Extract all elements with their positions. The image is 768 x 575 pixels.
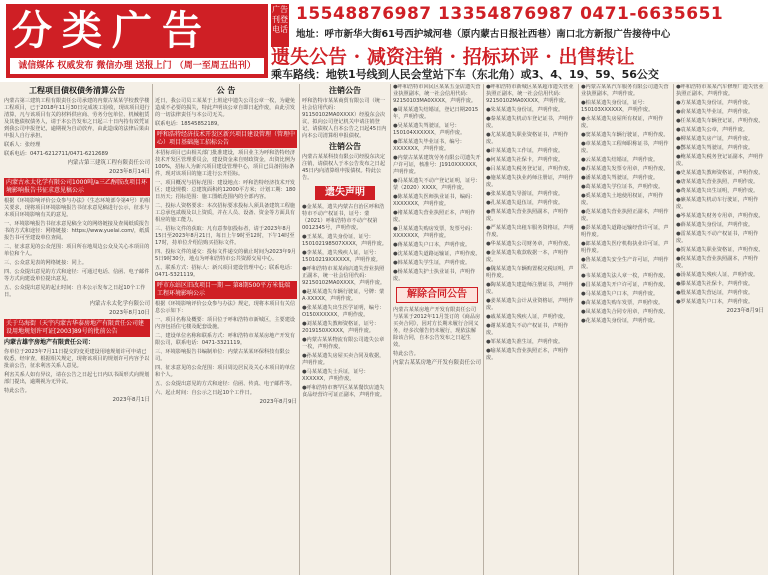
lost-notice-item: ●曹某某遗失营业执照副本，声明作废。	[486, 209, 569, 222]
notice-text: 一、项目概况与招标范围：建设地点：呼和浩特经济技术开发区；建设规模：总建筑面积约12000平方米；计划工期：180日历天；招标范围：施工图纸范围内的全部内容。	[155, 180, 296, 200]
notice-text: 根据《环境影响评价公众参与办法》（生态环境部令第4号）的相关要求，现将项目环境影响报告书征求意见稿进行公示，征求与本项目环境影响有关的意见。	[4, 198, 150, 218]
column-divider	[673, 84, 674, 575]
lost-notice-item: ●史某某遗失教师资格证，声明作废。	[676, 170, 764, 176]
lost-notice-item: ●方某某遗失身份证，声明作废。	[676, 100, 754, 106]
lost-notice-item: ●呼和浩特市某某商店遗失营业执照正副本，统一社会信用代码：92150102MA0XXXX，声明作废。	[302, 266, 386, 286]
notice-banner: 内蒙古永太化学有限公司1000吨/a三乙醇胺改项目环境影响报告书征求意见稿公示	[4, 178, 150, 196]
lost-notice-item: ●葛某某遗失学位证书，声明作废。	[581, 184, 664, 190]
lost-notice-item: ●潘某某遗失驾驶证，声明作废。	[581, 175, 659, 181]
lost-notice-item: ●何某某遗失社保卡，声明作废。	[486, 157, 564, 163]
lost-notice-item: ●雷某某遗失不动产权证书，声明作废。	[676, 231, 759, 244]
notice-title: 工程项目债权债务清算公告	[29, 86, 125, 95]
notice-date: 2023年8月9日	[259, 399, 297, 405]
notice-text: 三、公众意见表的网络链接：同上。	[4, 260, 88, 266]
contract-section-label: 解除合同公告	[396, 287, 478, 303]
column-divider	[152, 84, 153, 575]
column-divider	[578, 84, 579, 575]
lost-notice-item: ●许某某遗失工作证，声明作废。	[486, 148, 564, 154]
lost-notice-item: ●蒋某某遗失户口本，声明作废。	[393, 242, 471, 248]
notice-text: 你单位于2023年7月11日提交的变更建设用地规划许可申请已收悉，经审查，根据相关规定，现将该项目的规划许可内容予以批前公告，征求利害关系人意见。	[4, 349, 150, 369]
notice-text: 五、公众提出意见的方式和途径：信函、传真、电子邮件等。	[155, 381, 296, 387]
notice-text: 四、征求意见的公众范围：项目周边居民及关心本项目的单位和个人。	[155, 365, 296, 378]
notice-signature: 内蒙古某某房地产开发有限责任公司	[393, 360, 481, 366]
lost-notice-item: ●鲁某某遗失安全生产许可证，声明作废。	[581, 257, 669, 270]
lost-notice-item: ●金某某，遗失内蒙古自治区呼和浩特市不动产权证书，证号：蒙（2021）呼和浩特市不动产权第0012345号，声明作废。	[302, 204, 385, 231]
lost-notice-item: ●陶某某遗失建造师注册证书，声明作废。	[486, 282, 574, 295]
lost-notice-item: ●华某某遗失公司财务章，声明作废。	[486, 241, 574, 247]
lost-notice-item: ●俞某某遗失毕业证，声明作废。	[676, 109, 754, 115]
notice-text: 特此公告。	[4, 388, 30, 394]
lost-notice-item: ●卫某某遗失购房发票，发票号码：XXXXXXX，声明作废。	[393, 226, 476, 239]
lost-notice-item: ●柳某某遗失房产证，声明作废。	[676, 136, 754, 142]
lost-notice-item: ●柏某某遗失身份证，证号：150103XXXXXX，声明作废。	[581, 100, 654, 113]
notice-signature: 内蒙古第三建筑工程有限责任公司	[67, 160, 150, 166]
lost-notice-section-header	[302, 186, 388, 200]
notice-text: 联系电话：0471-6212711/0471-6212689	[4, 151, 109, 157]
lost-notice-item: ●吴某某遗失驾驶证，证号：150104XXXXXX，声明作废。	[393, 123, 466, 136]
lost-notice-item: ●严某某遗失出租车服务资格证，声明作废。	[486, 225, 574, 238]
lost-notice-item: ●酆某某遗失驾驶证，声明作废。	[676, 145, 754, 151]
lost-notice-item: ●贺某某遗失职业资格证，声明作废。	[676, 247, 764, 253]
lost-notice-item: ●范某某遗失营业执照正副本，声明作废。	[581, 209, 669, 222]
lost-notice-item: ●窦某某遗失车辆行驶证，声明作废。	[581, 132, 669, 138]
lost-notice-item: ●章某某遗失工程师职称证书，声明作废。	[581, 141, 669, 154]
lost-notice-item: ●呼和浩特市回民区某某五金店遗失营业执照副本，统一社会信用代码：92150103MA0XXXX，声明作废。	[393, 84, 481, 104]
lost-notice-item: ●昌某某遗失开户许可证，声明作废。	[581, 282, 669, 288]
lost-notice-item: ●韩某某遗失学生证，声明作废。	[393, 260, 471, 266]
notice-text: 一、环境影响报告书征求意见稿全文的网络链接及查阅纸质报告书的方式和途径：网络链接：https://www.yuelai.com/，纸质报告书可至建设单位查阅。	[4, 221, 150, 241]
notice-text: 二、投标人资格要求：本次招标要求投标人须具备建筑工程施工总承包贰级及以上资质，并在人员、设备、资金等方面具有相应的施工能力。	[155, 203, 296, 223]
lost-notice-item: ●马某某遗失士兵证，证号：XXXXXX，声明作废。	[302, 369, 369, 382]
notice-title: 注销公告	[329, 86, 361, 95]
notice-text: 五、公众提出意见的起止时间：自本公示发布之日起10个工作日。	[4, 285, 146, 298]
notice-date: 2023年8月10日	[109, 310, 150, 316]
notice-text: 五、联系方式：招标人：新兴项目建设管理中心；联系电话：0471-5321119。	[155, 265, 296, 278]
lost-notice-item: ●李某某，遗失残疾人证，证号：15010219XXXXXX，声明作废。	[302, 250, 381, 263]
notice-title: 注销公告	[329, 142, 361, 151]
lost-notice-item: ●任某某遗失车辆登记证，声明作废。	[676, 118, 764, 124]
notice-text: 联系人：张经理	[4, 142, 41, 148]
lost-notice-item: ●内蒙古某某物流有限公司遗失公章一枚，声明作废。	[302, 337, 385, 350]
lost-notice-item: ●花某某遗失身份证，声明作废。	[581, 318, 659, 324]
lost-notice-item: ●袁某某遗失公章，声明作废。	[676, 127, 748, 133]
lost-notice-item: ●魏某某遗失车辆购置税完税证明，声明作废。	[486, 266, 574, 279]
lost-notice-item: ●褚某某遗失营业执照正本，声明作废。	[393, 210, 476, 223]
lost-notice-item: ●费某某遗失出生证明，声明作废。	[676, 188, 759, 194]
notice-signature: 内蒙古永太化学有限公司	[89, 301, 150, 307]
lost-notice-item: ●张某某遗失出生医学证明，编号：O150XXXXXX，声明作废。	[302, 305, 385, 318]
notice-text: 特此公告。	[393, 351, 419, 357]
lost-notice-item: ●姜某某遗失会计从业资格证，声明作废。	[486, 298, 574, 311]
column-2	[155, 84, 297, 575]
masthead	[0, 0, 768, 82]
lost-notice-item: ●朱某某遗失身份证，声明作废。	[486, 107, 564, 113]
lost-notice-item: ●吕某某遗失税务登记证，声明作废。	[486, 166, 574, 172]
notice-text: 内蒙古第三建筑工程有限责任公司承建的内蒙古某某学校教学楼工程项目，已于2018年11月30日完成竣工验收，现该项目进行清算，凡与该项目有关的材料供应商、劳务分包单位、机械租赁及其他债权债务人，请于本公告发布之日起三十日内持有效凭证到我公司申报登记，逾期视为自动放弃，由此造成的法律后果由申报人自行承担。	[4, 98, 150, 139]
lost-notice-item: ●鲍某某遗失税务登记证副本，声明作废。	[676, 154, 764, 167]
lost-notice-item: ●倪某某遗失营业执照副本，声明作废。	[676, 256, 759, 269]
lost-notice-item: ●水某某遗失房屋所有权证，声明作废。	[581, 116, 664, 129]
lost-notice-item: ●云某某遗失结婚证，声明作废。	[581, 157, 659, 163]
contact-phones: 15548876987 13354876987 0471-6635651	[296, 4, 724, 24]
masthead-logo	[6, 4, 268, 78]
service-slogan: 遗失公告 · 减资注销 · 招标环评 · 出售转让	[271, 46, 635, 68]
lost-notice-item: ●沈某某遗失道路运输证，声明作废。	[393, 251, 481, 257]
lost-notice-item: ●凤某某遗失合同专用章，声明作废。	[581, 309, 669, 315]
notice-text: 联系电话：18545852189。	[155, 121, 223, 127]
lost-notice-item: ●苗某某遗失购车发票，声明作废。	[581, 300, 664, 306]
lost-notice-item: ●汤某某遗失残疾人证，声明作废。	[676, 272, 759, 278]
column-divider	[299, 84, 300, 575]
notice-text: 近日，我公司员工某某于上班途中遗失公司公章一枚，为避免造成不必要的损失，特此声明该公章自即日起作废，由此引发的一切法律责任与本公司无关。	[155, 98, 296, 118]
lost-notice-section-label: 遗失声明	[315, 186, 375, 200]
lost-notice-item: ●马某某遗失户口本，声明作废。	[581, 291, 659, 297]
column-3	[302, 84, 388, 575]
lost-notice-item: ●周某某遗失结婚证，登记日期2015年，声明作废。	[393, 107, 479, 120]
notice-text: 四、公众提出意见的方式和途径：可通过电话、信函、电子邮件等方式向建设单位提出意见。	[4, 269, 150, 282]
lost-notice-item: ●殷某某遗失营运证，声明作废。	[676, 290, 754, 296]
lost-notice-item: ●喻某某遗失营业执照正本，声明作废。	[486, 348, 569, 361]
notice-banner: 呼市东站区旧改项目一期 — 第8期500平方米低端工程环境影响公示	[155, 281, 297, 299]
lost-notice-item: ●苏某某遗失发票专用章，声明作废。	[581, 166, 669, 172]
lost-notice-item: ●谢某某遗失不动产权证书，声明作废。	[486, 323, 569, 336]
column-divider	[483, 84, 484, 575]
notice-text: 六、起止时间：自公示之日起10个工作日。	[155, 390, 255, 396]
lost-notice-item: ●呼和浩特市某某汽车修理厂遗失营业执照正副本，声明作废。	[676, 84, 764, 97]
masthead-subtitle: 诚信媒体 权威发布 微信办理 送报上门 （周一至周五出刊）	[10, 58, 264, 74]
lost-notice-item: ●张某某遗失导游证，声明作废。	[486, 191, 564, 197]
lost-notice-item: ●郑某某遗失毕业证书，编号：XXXXXXX，声明作废。	[393, 139, 465, 152]
lost-notice-item: ●廉某某遗失机动车行驶证，声明作废。	[676, 197, 759, 210]
lost-notice-item: ●郎某某遗失医疗机构执业许可证，声明作废。	[581, 241, 669, 254]
lost-notice-item: ●施某某遗失执业药师注册证，声明作废。	[486, 175, 574, 188]
lost-notice-item: ●内蒙古某某汽车服务有限公司遗失营业执照副本，声明作废。	[581, 84, 669, 97]
lost-notice-item: ●呼和浩特市赛罕区某某餐饮店遗失食品经营许可证正副本，声明作废。	[302, 385, 386, 398]
lost-notice-item: ●杨某某遗失护士执业证书，声明作废。	[393, 269, 476, 282]
ad-phone-tag: 广告刊登电话	[271, 4, 289, 47]
contact-address: 地址：呼市新华大街61号西护城河巷（原内蒙古日报社西巷）南口北方新报广告接待中心	[296, 29, 671, 40]
contract-section-header	[393, 287, 481, 303]
lost-notice-item: ●王某某，遗失身份证，证号：150102198507XXXX，声明作废。	[302, 234, 387, 247]
bus-route: 乘车路线：地铁1号线到人民会堂站下车（东北角）或3、4、19、59、56公交	[271, 68, 659, 81]
lost-notice-item: ●奚某某遗失土地使用权证，声明作废。	[581, 193, 664, 206]
column-7	[676, 84, 764, 575]
notice-banner: 关于乌海街（天宇内蒙古华泰房地产有限责任公司建设用地规划许可证[2003]89号的批前公告	[4, 319, 150, 337]
column-4	[393, 84, 481, 575]
lost-notice-item: ●陈某某遗失医师执业证书，编码：XXXXXXX，声明作废。	[393, 194, 476, 207]
notice-date: 2023年8月1日	[112, 397, 150, 403]
lost-notice-item: ●薛某某遗失身份证，声明作废。	[676, 222, 754, 228]
lost-notice-item: ●冯某某遗失不动产登记证明，证号：蒙（2020）XXXX，声明作废。	[393, 178, 481, 191]
notice-text: 一、项目名称及概要：项目位于呼和浩特市新城区，主要建设内容包括住宅楼及配套设施。	[155, 317, 296, 330]
notice-date: 2023年8月9日	[726, 308, 764, 314]
column-5	[486, 84, 576, 575]
lost-notice-item: ●孙某某遗失房屋买卖合同及收据，声明作废。	[302, 353, 385, 366]
notice-text: 二、征求意见的公众范围：项目所在地周边公众及关心本项目的单位和个人。	[4, 244, 150, 257]
column-6	[581, 84, 671, 575]
notice-text: 四、投标文件的递交：投标文件递交的截止时间为2023年9月5日9时30分，地点为呼和浩特市公共资源交易中心。	[155, 249, 297, 262]
notice-text: 内蒙古某某房地产开发有限责任公司与某某于2012年11月签订的《商品房买卖合同》，因对方长期未履行合同义务，经多次催告仍未履行，现依法解除该合同，自本公告发布之日起生效。	[393, 307, 481, 348]
lost-notice-item: ●刘某某遗失教师资格证，证号：2019150XXXXX，声明作废。	[302, 321, 380, 334]
ad-columns	[0, 84, 768, 575]
notice-text: 本招标项目已由相关部门批准建设，项目业主为呼和浩特经济技术开发区管理委员会，建设资金来自财政资金，出资比例为100%，招标人为新兴项目建设管理中心，项目已具备招标条件，现对该项目的施工进行公开招标。	[155, 150, 296, 177]
lost-notice-item: ●罗某某遗失户口本，声明作废。	[676, 299, 754, 305]
lost-notice-item: ●唐某某遗失营业执照，声明作废。	[676, 179, 759, 185]
lost-notice-item: ●彭某某遗失道路运输经营许可证，声明作废。	[581, 225, 669, 238]
notice-text: 利害关系人如有异议，请在公告之日起七日内以书面形式向规划部门提出，逾期视为无异议。	[4, 372, 150, 385]
lost-notice-item: ●呼和浩特市新城区某某超市遗失营业执照正副本，统一社会信用代码：92150102MA0XXXX，声明作废。	[486, 84, 574, 104]
lost-notice-item: ●戚某某遗失残疾人证，声明作废。	[486, 314, 569, 320]
column-divider	[390, 84, 391, 575]
lost-notice-item: ●内蒙古某某建筑劳务有限公司遗失开户许可证，核准号：J1910XXXXXX，声明作废。	[393, 155, 481, 175]
lost-notice-item: ●秦某某遗失机动车登记证书，声明作废。	[486, 116, 574, 129]
notice-text: 三、招标文件的获取：凡有意参加投标者，请于2023年8月15日至2023年8月21日，每日上午9时至12时，下午14时至17时，持单位介绍信购买招标文件。	[155, 226, 295, 246]
notice-text: 三、环境影响报告书编制单位：内蒙古某某环保科技有限公司。	[155, 349, 290, 362]
notice-date: 2023年8月14日	[109, 169, 150, 175]
lost-notice-item: ●金某某遗失收款收据一本，声明作废。	[486, 250, 569, 263]
lost-notice-item: ●赵某某遗失车辆行驶证，号牌：蒙A·XXXXX，声明作废。	[302, 289, 385, 302]
lost-notice-item: ●孔某某遗失退伍证，声明作废。	[486, 200, 564, 206]
lost-notice-item: ●尤某某遗失职业资格证书，声明作废。	[486, 132, 569, 145]
lost-notice-item: ●岑某某遗失财务专用章，声明作废。	[676, 213, 764, 219]
lost-notice-item: ●韦某某遗失法人章一枚，声明作废。	[581, 273, 669, 279]
notice-text: 内蒙古某某科技有限公司经股东决定注销，请债权人于本公告发布之日起45日内向清算组申报债权。特此公告。	[302, 154, 386, 181]
notice-text: 根据《环境影响评价公众参与办法》规定，现将本项目有关信息公示如下：	[155, 301, 296, 314]
column-1	[4, 84, 150, 575]
notice-addressee: 内蒙古雄宇房地产有限责任公司：	[4, 339, 95, 346]
masthead-title: 分类广告	[12, 7, 212, 54]
lost-notice-item: ●滕某某遗失社保卡，声明作废。	[676, 281, 754, 287]
notice-text: 二、建设单位名称和联系方式：呼和浩特市某某房地产开发有限公司，联系电话：0471-3321119。	[155, 333, 296, 346]
notice-title: 公 告	[216, 86, 236, 95]
lost-notice-item: ●邹某某遗失准生证，声明作废。	[486, 339, 564, 345]
notice-text: 呼和浩特市某某商贸有限公司（统一社会信用代码：91150102MA0XXXX）经股东会决议，拟向公司登记机关申请注销登记，请债权人自本公告之日起45日内向本公司清算组申报债权。	[302, 98, 387, 139]
notice-banner: 呼和浩特经济技术开发区新兴项目建设管理（管理中心）项目基础施工招标公告	[157, 131, 296, 146]
